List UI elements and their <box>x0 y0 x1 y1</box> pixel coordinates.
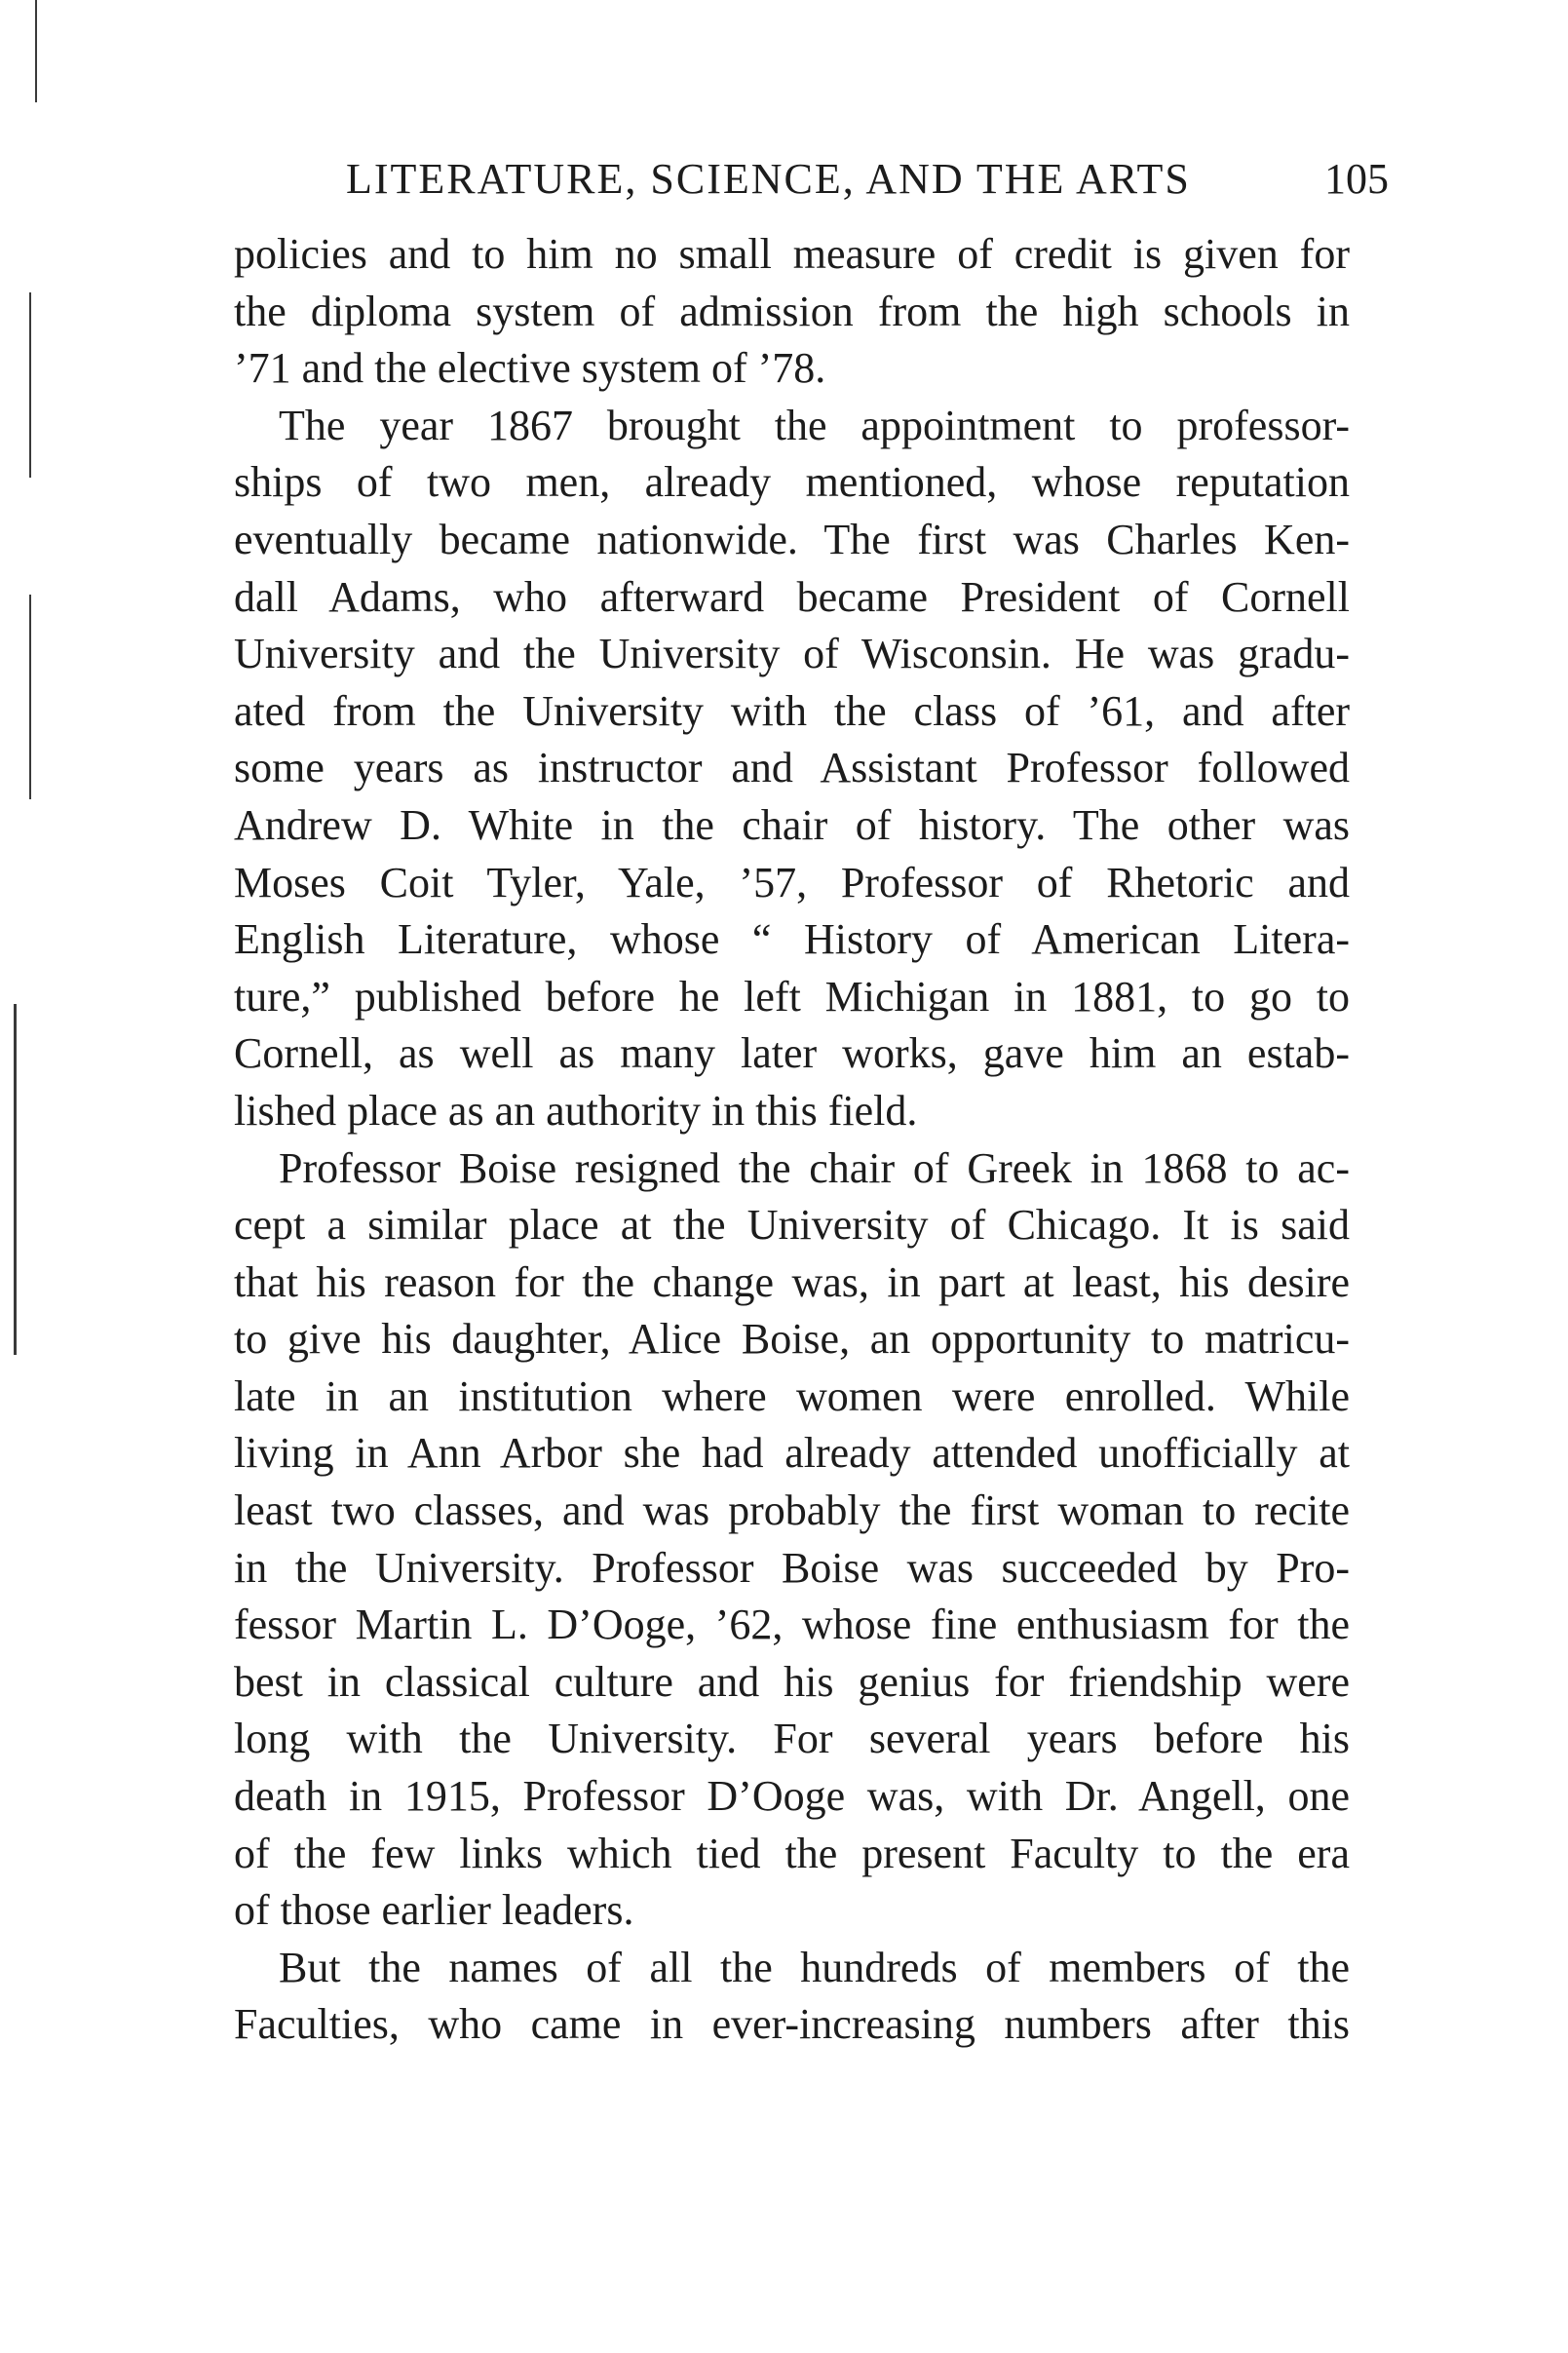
text-line: ture,” published before he left Michigan in 1881, to go to <box>234 972 1350 1021</box>
text-line: dall Adams, who afterward became President of Cornell <box>234 572 1350 621</box>
text-line: best in classical culture and his genius for friendship were <box>234 1657 1350 1706</box>
text-line: some years as instructor and Assistant Professor followed <box>234 744 1350 792</box>
running-head: LITERATURE, SCIENCE, AND THE ARTS <box>346 155 1191 203</box>
text-line: Faculties, who came in ever-increasing numbers after this <box>234 2000 1350 2049</box>
text-line: Andrew D. White in the chair of history. The other was <box>234 800 1350 849</box>
text-line: Professor Boise resigned the chair of Greek in 1868 to ac- <box>279 1143 1350 1192</box>
text-line: long with the University. For several years before his <box>234 1715 1350 1763</box>
body-text <box>234 226 1350 2054</box>
paragraph <box>234 226 1350 398</box>
text-line: living in Ann Arbor she had already attended unofficially at <box>234 1429 1350 1478</box>
binding-edge-mark <box>29 595 31 799</box>
binding-edge-mark <box>14 1004 17 1355</box>
text-line: to give his daughter, Alice Boise, an opportunity to matricu- <box>234 1315 1350 1364</box>
text-line: of the few links which tied the present Faculty to the era <box>234 1829 1350 1877</box>
paragraph <box>234 1940 1350 2054</box>
text-line: But the names of all the hundreds of members of the <box>279 1943 1350 1991</box>
text-line: fessor Martin L. D’Ooge, ’62, whose fine enthusiasm for the <box>234 1601 1350 1649</box>
binding-edge-mark <box>35 0 37 102</box>
text-line: eventually became nationwide. The first was Charles Ken- <box>234 515 1350 563</box>
page-number: 105 <box>1324 155 1389 203</box>
text-line: death in 1915, Professor D’Ooge was, with Dr. Angell, one <box>234 1772 1350 1821</box>
text-line: the diploma system of admission from the high schools in <box>234 287 1350 335</box>
paragraph <box>234 1140 1350 1940</box>
text-line: that his reason for the change was, in part at least, his desire <box>234 1257 1350 1306</box>
text-line: ships of two men, already mentioned, whose reputation <box>234 458 1350 507</box>
text-line: ated from the University with the class of ’61, and after <box>234 686 1350 735</box>
page-header <box>346 154 1389 212</box>
binding-edge-mark <box>29 292 31 478</box>
text-line: Cornell, as well as many later works, gave him an estab- <box>234 1029 1350 1078</box>
text-line: The year 1867 brought the appointment to professor- <box>279 401 1350 449</box>
text-line: English Literature, whose “ History of American Litera- <box>234 915 1350 964</box>
text-line: least two classes, and was probably the first woman to recite <box>234 1486 1350 1535</box>
text-line: lished place as an authority in this field. <box>234 1086 918 1135</box>
text-line: ’71 and the elective system of ’78. <box>234 344 826 393</box>
text-line: of those earlier leaders. <box>234 1886 634 1935</box>
text-line: late in an institution where women were enrolled. While <box>234 1371 1350 1420</box>
text-line: in the University. Professor Boise was succeeded by Pro- <box>234 1543 1350 1592</box>
text-line: cept a similar place at the University of Chicago. It is said <box>234 1201 1350 1250</box>
paragraph <box>234 398 1350 1140</box>
text-line: Moses Coit Tyler, Yale, ’57, Professor of Rhetoric and <box>234 858 1350 906</box>
text-line: University and the University of Wisconsin. He was gradu- <box>234 630 1350 678</box>
text-line: policies and to him no small measure of credit is given for <box>234 230 1350 278</box>
